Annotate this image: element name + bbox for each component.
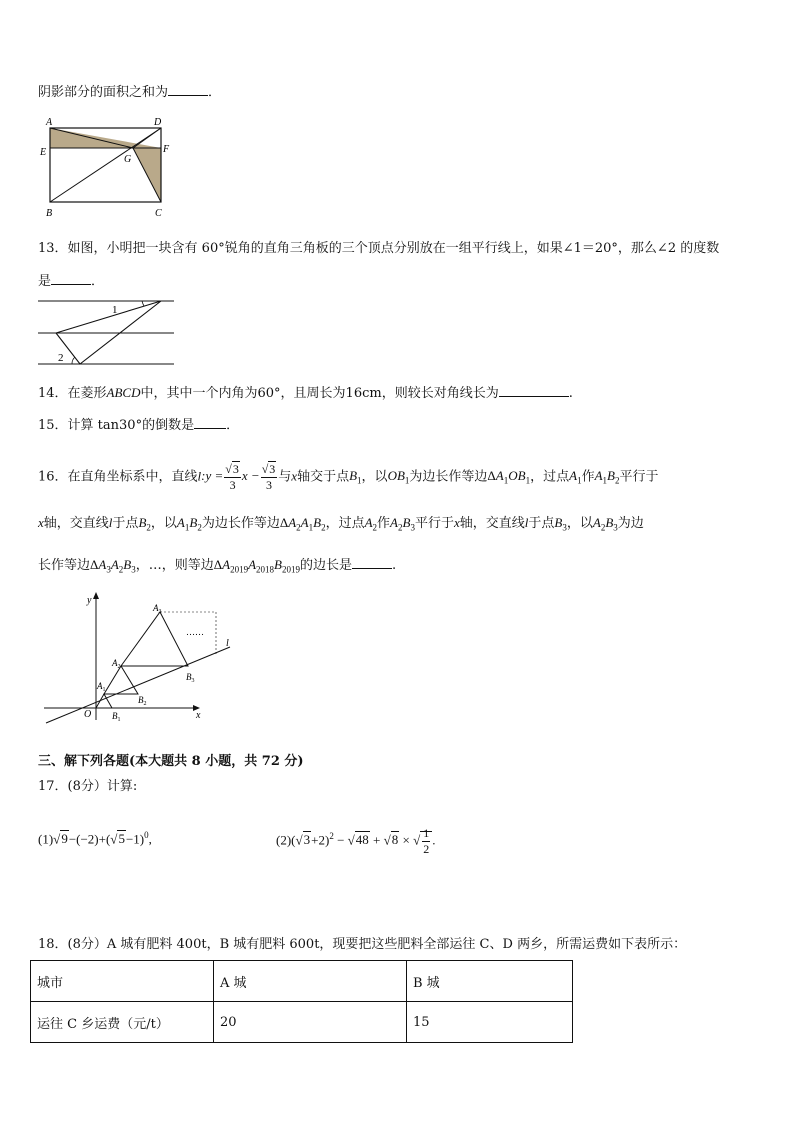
- figure-rectangle-shaded: [36, 115, 176, 221]
- label-a: A: [46, 117, 53, 128]
- label-l: l: [226, 638, 229, 649]
- q16-l3-c: 的边长是: [300, 558, 353, 573]
- q16-l2-e: ，过点: [325, 516, 365, 531]
- label-a2: $A_2$: [112, 658, 121, 670]
- q16-l1-a: 16．在直角坐标系中，直线: [38, 469, 198, 485]
- label-d: D: [154, 117, 162, 128]
- q17-p2-exp: 2: [329, 831, 334, 842]
- q16-line-l: l: [197, 468, 202, 484]
- label-f: F: [163, 144, 170, 155]
- angle-1-arc: [142, 301, 144, 306]
- q16-l1-e: 为边长作等边: [409, 469, 488, 485]
- q16-l1-b: 与: [278, 469, 292, 485]
- q16-l1-g: 作: [581, 469, 595, 485]
- fraction-sqrt3-over-3: $\frac{√3}{3}$: [225, 462, 239, 492]
- label-a3: $A_3$: [153, 603, 162, 615]
- q14-pre: 14．在菱形: [38, 386, 107, 401]
- q14-abcd: ABCD: [106, 385, 141, 400]
- label-x: x: [196, 710, 201, 721]
- line-dg: [133, 128, 161, 148]
- q13-line2-end: ．: [91, 274, 105, 289]
- q13-line1: 13．如图，小明把一块含有 60°锐角的直角三角板的三个顶点分别放在一组平行线上，如果∠1＝20°，那么∠2 的度数: [38, 241, 720, 256]
- label-dots: ……: [186, 627, 204, 637]
- q16-l1-d: ，以: [361, 469, 388, 485]
- point-a1: $A_1$: [569, 468, 582, 487]
- triangle-3: [121, 612, 188, 666]
- segment-a1b2-2: $A_1B_2$: [176, 515, 202, 533]
- q17-p1-label: (1): [38, 831, 54, 847]
- q16-x: x: [291, 468, 298, 484]
- shaded-triangle-left: [50, 128, 161, 148]
- answer-blank: [168, 83, 208, 96]
- figure-parallel-lines-triangle: [36, 296, 178, 368]
- label-c: C: [155, 208, 162, 219]
- q16-x-2: x: [38, 515, 44, 530]
- q17-p2-c: +: [369, 832, 384, 848]
- q17-p2-a: +2): [311, 832, 330, 848]
- line-l: [46, 647, 230, 723]
- q16-l3-b: ，…，则等边: [135, 558, 214, 573]
- q14-end: .: [568, 386, 573, 401]
- table-cell: 运往 C 乡运费（元/t）: [31, 1002, 214, 1043]
- table-row: [31, 1002, 573, 1043]
- q16-l2-k: 为边: [617, 516, 644, 531]
- q17-title: 17．(8分）计算:: [38, 779, 138, 794]
- segment-ob1: $OB_1$: [387, 468, 410, 487]
- table-header-cell: 城市: [31, 961, 214, 1002]
- sqrt-9: 9: [61, 831, 68, 847]
- q16-l2-i: 于点: [528, 516, 555, 531]
- point-a2: $A_2$: [364, 515, 378, 533]
- answer-blank: [51, 272, 91, 285]
- label-o: O: [84, 709, 92, 720]
- table-cell: 15: [407, 1002, 573, 1043]
- answer-blank: [499, 384, 569, 397]
- q17-p2-b: −: [333, 832, 348, 848]
- table-cell: 20: [214, 1002, 407, 1043]
- table-header-cell: B 城: [407, 961, 573, 1002]
- q16-l1-c: 轴交于点: [297, 469, 350, 485]
- point-b3: $B_3$: [554, 515, 567, 533]
- triangle-a1ob1: $\Delta A_1OB_1$: [487, 468, 531, 487]
- label-e: E: [40, 147, 47, 158]
- label-y: y: [87, 595, 92, 606]
- q16-l1-f: ，过点: [530, 469, 570, 485]
- q16-l2-j: ，以: [566, 516, 593, 531]
- q13-line2: [38, 272, 104, 291]
- figure-coordinate-triangles: [40, 590, 240, 726]
- triangle-a2a1b2: $\Delta A_2A_1B_2$: [279, 515, 326, 533]
- q17-p1-tail: −(−2)+(: [68, 831, 111, 847]
- q16-l2-c: ，以: [150, 516, 177, 531]
- q12-end: ．: [208, 85, 222, 100]
- q18-title: 18．(8分）A 城有肥料 400t，B 城有肥料 600t，现要把这些肥料全部运往 C、D 两乡，所需运费如下表所示：: [38, 937, 687, 952]
- q16-equation: :y = $\frac{√3}{3}$ x − $\frac{√3}{3}$: [201, 462, 276, 492]
- segment-a1b2: $A_1B_2$: [594, 468, 620, 487]
- segment-a2b3-2: $A_2B_3$: [592, 515, 618, 533]
- q12-text: [38, 83, 221, 102]
- point-b1: $B_1$: [349, 468, 362, 487]
- q16-l2-d: 为边长作等边: [201, 516, 280, 531]
- sqrt-48: 48: [355, 832, 369, 848]
- q17-p2-end: .: [432, 832, 436, 848]
- q13-line2-pre: 是: [38, 274, 52, 289]
- triangle-2: [104, 666, 138, 694]
- q17-p1-exp: 0: [144, 830, 149, 840]
- q16-l2-b: 于点: [112, 516, 139, 531]
- segment-a2b3: $A_2B_3$: [390, 515, 415, 533]
- label-b: B: [46, 208, 53, 219]
- q17-part1: $(1)√9-(-2)+(√5-1)^0$,: [38, 830, 152, 847]
- table-header-row: [31, 961, 573, 1002]
- q16-line1: [38, 462, 659, 493]
- q17-p2-d: ×: [399, 832, 414, 848]
- q17-part2: $(2)(√3+2)^2 - √48 + √8$ × √ $\frac{1}{2}$ .: [276, 826, 436, 856]
- q16-l-2: l: [108, 515, 113, 530]
- q16-l2-a: 轴，交直线: [43, 516, 109, 531]
- q12-label: 阴影部分的面积之和为: [38, 85, 169, 100]
- fraction-sqrt3-over-3-b: $\frac{√3}{3}$: [261, 462, 276, 492]
- label-b3: $B_3$: [186, 672, 195, 684]
- section-3-title: 三、解下列各题(本大题共 8 小题，共 72 分): [38, 754, 304, 769]
- q17-p1-comma: ,: [148, 831, 152, 847]
- label-b2: $B_2$: [138, 695, 147, 707]
- q16-line3: [38, 556, 396, 579]
- q15-end: ．: [226, 418, 240, 433]
- angle-1-label: 1: [112, 304, 118, 316]
- triangle-a3a2b3: $\Delta A_3A_2B_3$: [90, 557, 136, 575]
- answer-blank: [194, 416, 226, 429]
- q16-l3-end: .: [392, 558, 397, 573]
- q14-text: [38, 384, 573, 403]
- q16-l1-h: 平行于: [619, 469, 659, 485]
- label-a1: $A_1$: [97, 681, 106, 693]
- q16-x-3: x: [453, 515, 460, 530]
- q17-p2-label: (2)(: [276, 832, 296, 848]
- q15-label: 15．计算 tan30°的倒数是: [38, 418, 195, 433]
- q16-l2-g: 平行于: [414, 516, 454, 531]
- triangle-a2019: $\Delta A_{2019}A_{2018}B_{2019}$: [213, 557, 300, 575]
- sqrt-5: 5: [118, 831, 125, 847]
- q16-l2-h: 轴，交直线: [459, 516, 525, 531]
- q16-l-3: l: [524, 515, 529, 530]
- sqrt-8: 8: [391, 832, 399, 848]
- answer-blank: [352, 556, 392, 569]
- angle-2-label: 2: [58, 352, 64, 364]
- table-header-cell: A 城: [214, 961, 407, 1002]
- y-axis-arrow: [93, 592, 99, 599]
- sqrt-3: 3: [303, 832, 311, 848]
- point-b2: $B_2$: [138, 515, 151, 533]
- q16-l3-a: 长作等边: [38, 558, 91, 573]
- label-g: G: [124, 154, 132, 165]
- q16-l2-f: 作: [377, 516, 391, 531]
- angle-2-arc: [72, 357, 75, 364]
- q16-line2: [38, 514, 644, 537]
- sqrt-half: $\frac{1}{2}$: [420, 831, 432, 847]
- label-b1: $B_1$: [112, 711, 121, 723]
- q17-p1-end: −1): [125, 831, 145, 847]
- freight-table: [30, 960, 573, 1043]
- q14-mid: 中，其中一个内角为60°，且周长为16cm，则较长对角线长为: [140, 386, 499, 401]
- q15-text: [38, 416, 239, 435]
